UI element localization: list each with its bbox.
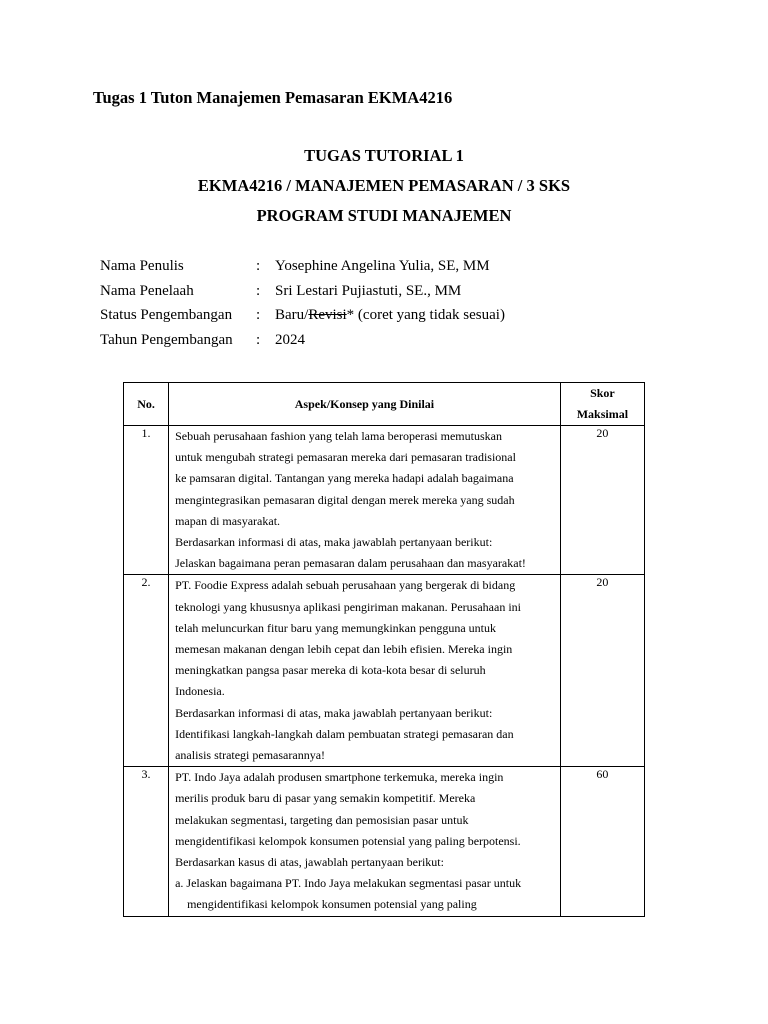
text-line: Jelaskan bagaimana peran pemasaran dalam perusahaan dan masyarakat!: [175, 556, 526, 571]
text-line: telah meluncurkan fitur baru yang memungkinkan pengguna untuk: [175, 620, 496, 635]
meta-value: Yosephine Angelina Yulia, SE, MM: [275, 258, 490, 274]
table-row: [124, 575, 645, 767]
header-skor-line-1: Skor: [590, 386, 615, 400]
text-line: meningkatkan pangsa pasar mereka di kota-kota besar di seluruh: [175, 663, 486, 678]
row-number: 3.: [124, 767, 169, 916]
meta-value: [275, 307, 505, 332]
table-row: [124, 767, 645, 916]
meta-label: Tahun Pengembangan: [100, 331, 233, 348]
header-line-2: EKMA4216 / MANAJEMEN PEMASARAN / 3 SKS: [197, 176, 571, 195]
meta-row-status: [100, 307, 505, 332]
text-line: PT. Foodie Express adalah sebuah perusahaan yang bergerak di bidang: [175, 578, 516, 593]
row-number: 2.: [124, 575, 169, 767]
meta-row-penelaah: [100, 283, 505, 308]
meta-label: Nama Penelaah: [100, 282, 194, 299]
assessment-table: [123, 382, 645, 917]
text-line: melakukan segmentasi, targeting dan pemosisian pasar untuk: [175, 812, 469, 827]
status-revisi-struck: Revisi: [308, 307, 347, 323]
table-header-row: [124, 383, 645, 426]
status-note: * (coret yang tidak sesuai): [346, 307, 505, 323]
text-line: mengintegrasikan pemasaran digital dengan merek mereka yang sudah: [175, 492, 515, 507]
metadata-block: [100, 258, 505, 356]
meta-label: Status Pengembangan: [100, 307, 233, 323]
text-line: analisis strategi pemasarannya!: [175, 748, 326, 763]
document-title: Tugas 1 Tuton Manajemen Pemasaran EKMA4216: [93, 88, 453, 107]
table-row: [124, 426, 645, 575]
row-aspect: [169, 767, 561, 916]
header-line-3: PROGRAM STUDI MANAJEMEN: [256, 206, 512, 225]
text-line: a. Jelaskan bagaimana PT. Indo Jaya melakukan segmentasi pasar untuk: [175, 876, 522, 891]
status-baru: Baru/: [275, 307, 309, 323]
header-aspect: Aspek/Konsep yang Dinilai: [169, 383, 561, 426]
text-line: ke pamsaran digital. Tantangan yang mereka hadapi adalah bagaimana: [175, 471, 514, 486]
meta-colon: :: [256, 282, 261, 299]
row-skor: 60: [560, 767, 644, 916]
text-line: teknologi yang khususnya aplikasi pengiriman makanan. Perusahaan ini: [175, 599, 521, 614]
meta-colon: :: [256, 307, 261, 323]
row-aspect: [169, 575, 561, 767]
text-line: mapan di masyarakat.: [175, 513, 281, 528]
meta-value: Sri Lestari Pujiastuti, SE., MM: [275, 282, 462, 299]
row-skor: 20: [560, 575, 644, 767]
meta-colon: :: [256, 258, 261, 274]
meta-row-penulis: [100, 258, 505, 283]
meta-label: Nama Penulis: [100, 258, 184, 274]
header-line-1: TUGAS TUTORIAL 1: [304, 146, 464, 165]
header-skor-line-2: Maksimal: [576, 407, 629, 421]
text-line: Sebuah perusahaan fashion yang telah lama beroperasi memutuskan: [175, 429, 502, 443]
text-line: memesan makanan dengan lebih cepat dan lebih efisien. Mereka ingin: [175, 642, 513, 657]
text-line: Berdasarkan informasi di atas, maka jawablah pertanyaan berikut:: [175, 705, 493, 720]
text-line: Indonesia.: [175, 684, 225, 699]
row-number: 1.: [124, 426, 169, 575]
text-line: Berdasarkan kasus di atas, jawablah pertanyaan berikut:: [175, 855, 444, 870]
text-line: merilis produk baru di pasar yang semakin kompetitif. Mereka: [175, 791, 476, 806]
row-skor: 20: [560, 426, 644, 575]
text-line: Identifikasi langkah-langkah dalam pembuatan strategi pemasaran dan: [175, 726, 514, 741]
header-no: No.: [124, 383, 169, 426]
text-line: untuk mengubah strategi pemasaran mereka dari pemasaran tradisional: [175, 450, 516, 465]
tutorial-header: [0, 146, 768, 236]
text-line: PT. Indo Jaya adalah produsen smartphone terkemuka, mereka ingin: [175, 770, 504, 785]
row-aspect: [169, 426, 561, 575]
meta-colon: :: [256, 331, 261, 348]
meta-value: 2024: [275, 331, 305, 348]
text-line: Berdasarkan informasi di atas, maka jawablah pertanyaan berikut:: [175, 535, 493, 550]
header-skor: [560, 383, 644, 426]
meta-row-tahun: [100, 332, 505, 357]
text-line: mengidentifikasi kelompok konsumen potensial yang paling: [187, 897, 477, 912]
text-line: mengidentifikasi kelompok konsumen potensial yang paling berpotensi.: [175, 833, 521, 848]
